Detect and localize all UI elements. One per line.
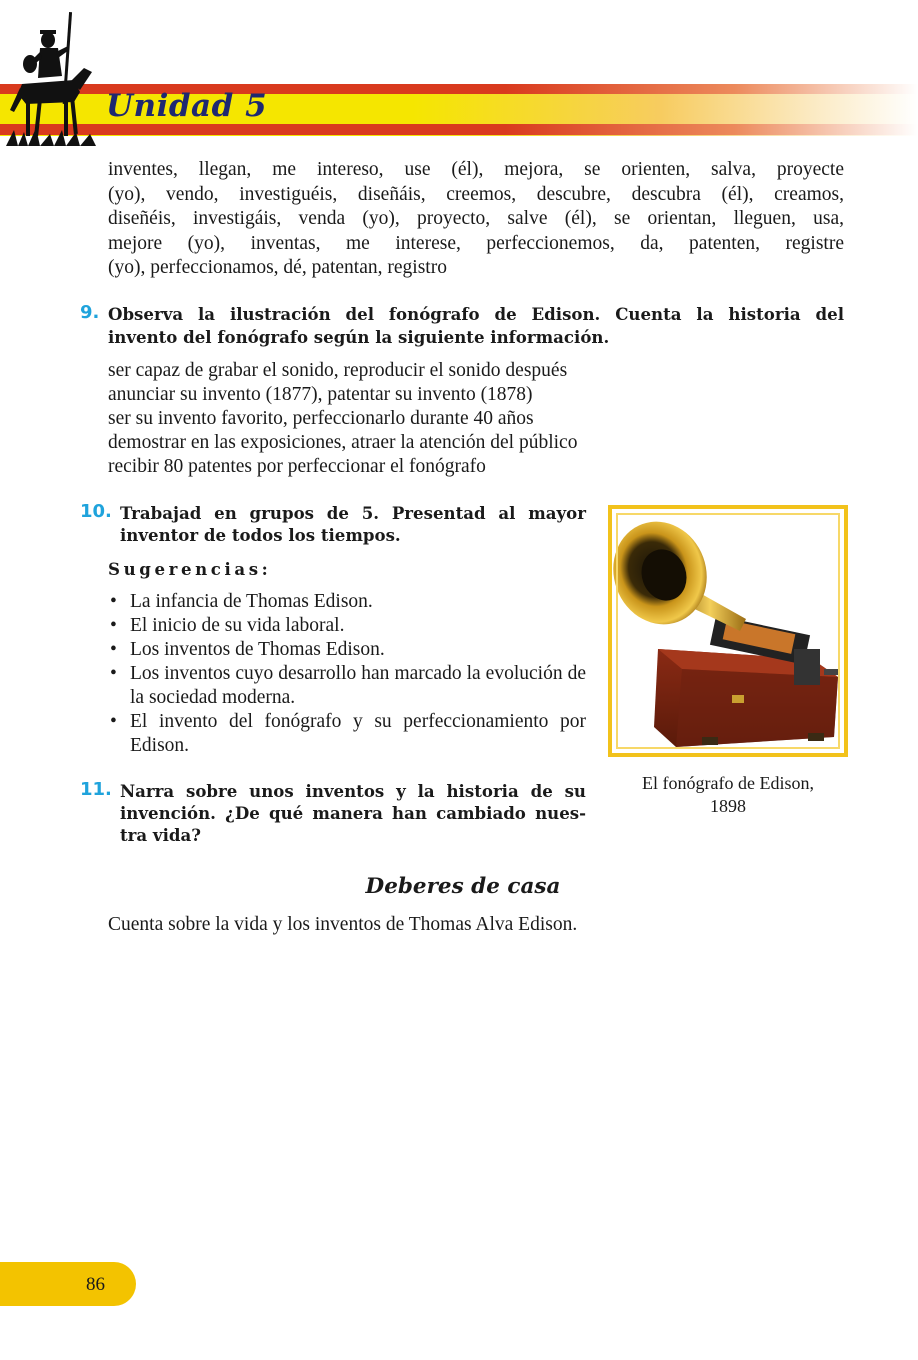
list-item: • Los inventos de Thomas Edison. [108,638,586,662]
exercise-11-instruction: invención. ¿De qué manera han cambiado nues- [120,803,586,823]
exercise-11-instruction: Narra sobre unos inventos y la historia de su [120,781,586,801]
exercise-9-instruction: Observa la ilustración del fonógrafo de Edison. Cuenta la historia del [108,304,844,324]
list-item: • Los inventos cuyo desarrollo han marcado la evolución de la sociedad moderna. [108,662,586,710]
exercise-9-info-line: recibir 80 patentes por perfeccionar el fonógrafo [108,456,486,477]
exercise-9-number: 9. [80,302,100,323]
exercise-9-info-line: ser capaz de grabar el sonido, reproducir el sonido después [108,360,568,381]
intro-line: diseñéis, investigáis, venda (yo), proyecto, salve (él), se orientan, lleguen, usa, [108,208,844,229]
exercise-9-info-line: demostrar en las exposiciones, atraer la atención del público [108,432,578,453]
homework-text: Cuenta sobre la vida y los inventos de Thomas Alva Edison. [108,914,578,935]
homework-title: Deberes de casa [365,874,561,899]
phonograph-figure [608,505,848,757]
don-quixote-logo-icon [4,6,100,152]
suggestions-label: Sugerencias: [108,559,272,579]
intro-line: (yo), perfeccionamos, dé, patentan, registro [108,257,447,278]
exercise-9-info-line: anunciar su invento (1877), patentar su invento (1878) [108,384,533,405]
list-item: • La infancia de Thomas Edison. [108,590,586,614]
unit-title: Unidad 5 [106,88,268,124]
intro-line: (yo), vendo, investiguéis, diseñáis, creemos, descubre, descubra (él), creamos, [108,184,844,205]
figure-caption-line: 1898 [710,796,746,816]
exercise-10-instruction: inventor de todos los tiempos. [120,525,401,545]
exercise-10-instruction: Trabajad en grupos de 5. Presentad al mayor [120,503,586,523]
exercise-11-instruction: tra vida? [120,825,201,845]
list-item: • El invento del fonógrafo y su perfeccionamiento por Edison. [108,710,586,758]
figure-caption [610,772,846,818]
page-number: 86 [86,1274,105,1295]
figure-caption-line: El fonógrafo de Edison, [642,773,814,793]
intro-line: mejore (yo), inventas, me interese, perfeccionemos, da, patenten, registre [108,233,844,254]
exercise-11-number: 11. [80,779,112,800]
exercise-9-instruction: invento del fonógrafo según la siguiente información. [108,327,610,347]
page-number-tab [0,1262,136,1306]
intro-line: inventes, llegan, me intereso, use (él), mejora, se orienten, salva, proyecte [108,159,844,180]
exercise-10-number: 10. [80,501,112,522]
header-red-stripe-bottom [0,124,918,135]
exercise-9-info-line: ser su invento favorito, perfeccionarlo durante 40 años [108,408,534,429]
suggestions-list [108,590,586,758]
phonograph-image-icon [612,509,844,753]
list-item: • El inicio de su vida laboral. [108,614,586,638]
